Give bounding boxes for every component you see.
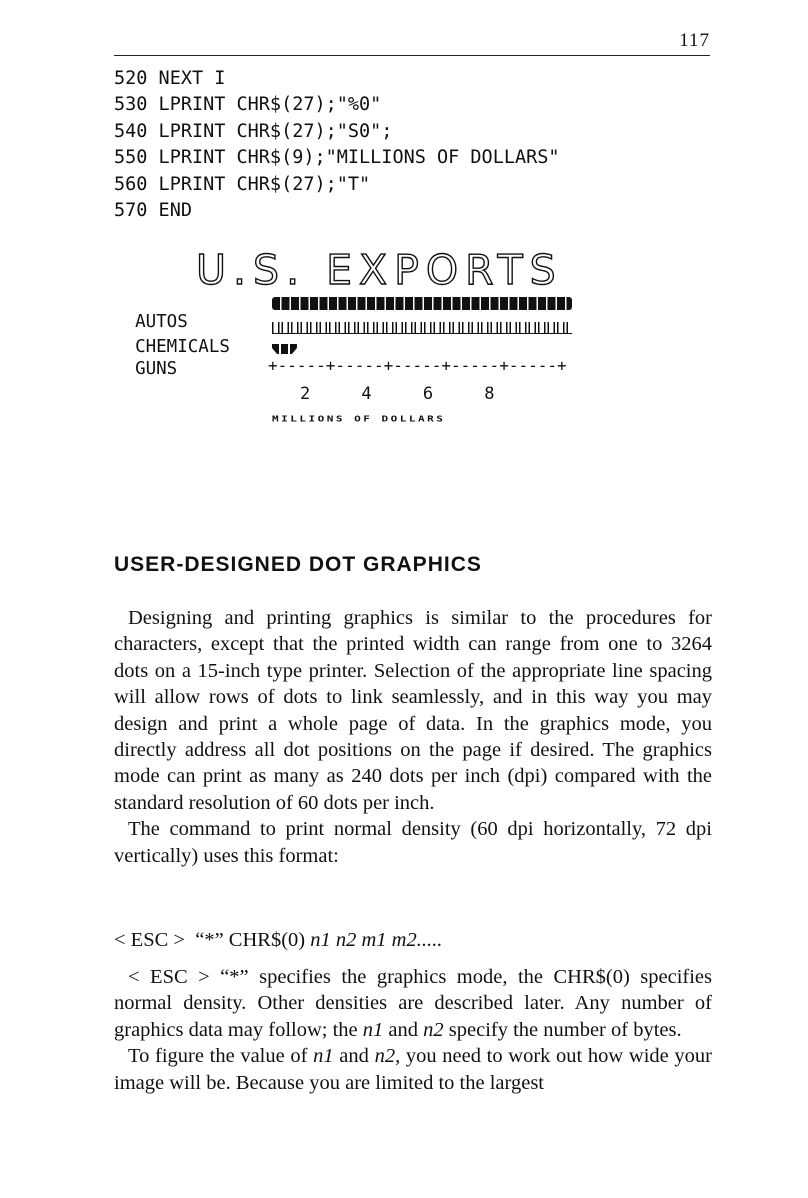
category-label: AUTOS [135,312,188,332]
text-run: < ESC > “*” specifies the graphics mode, the CHR$(0) specifies normal density. Other densities are described later. Any number of graphics data may follow; the [114,966,712,1041]
x-axis-label: MILLIONS OF DOLLARS [272,414,446,424]
paragraph-text: The command to print normal density (60 dpi horizontally, 72 dpi vertically) uses this format: [114,818,712,867]
text-run: and [333,1045,375,1068]
code-line: 530 LPRINT CHR$(27);"%0" [114,94,382,116]
code-line: 560 LPRINT CHR$(27);"T" [114,173,371,195]
bar [272,322,572,334]
param-n1: n1 [313,1045,334,1068]
category-label: GUNS [135,359,178,379]
param-n2: n2 [374,1045,396,1068]
code-line: 520 NEXT I [114,68,226,89]
chart-row-guns [114,339,290,399]
header-rule [114,55,710,56]
paragraph-text [114,964,712,1043]
body-paragraph [114,964,712,1096]
section-heading: USER-DESIGNED DOT GRAPHICS [114,553,482,576]
bar [272,297,572,310]
text-run: and [383,1018,424,1041]
code-line: 570 END [114,200,192,222]
paragraph-text [114,1043,712,1096]
body-paragraph [114,605,712,869]
text-run: , you need to work out how wide your image will be. Because you are limited to the largest [114,1045,712,1094]
basic-code-listing [114,66,560,224]
code-line: 540 LPRINT CHR$(27);"S0"; [114,120,393,142]
param-n1: n1 [362,1018,384,1041]
x-axis-line: +-----+-----+-----+-----+-----+ [268,356,567,375]
chart-title: U.S. EXPORTS [196,246,563,294]
bar [272,344,297,354]
x-axis-tick-labels: 2 4 6 8 [300,384,495,404]
param-n2: n2 [423,1018,444,1041]
syntax-args: n1 n2 m1 m2..... [310,929,443,951]
text-run: specify the number of bytes. [443,1018,682,1041]
command-syntax [114,929,442,952]
paragraph-text: Designing and printing graphics is similar to the procedures for characters, except that the printed width can range from one to 3264 dots on a 15-inch type printer. Selection of the appropriate line spacing will allow rows of dots to link seamlessly, and in this way you may design and print a whole page of data. In the graphics mode, you directly address all dot positions on the page if desired. The graphics mode can print as many as 240 dots per inch (dpi) compared with the standard resolution of 60 dots per inch. [114,607,712,814]
page-number: 117 [679,30,710,51]
category-label: CHEMICALS [135,337,230,357]
code-line: 550 LPRINT CHR$(9);"MILLIONS OF DOLLARS" [114,147,560,169]
syntax-prefix: < ESC > “*” CHR$(0) [114,929,311,951]
text-run: To figure the value of [128,1045,314,1068]
